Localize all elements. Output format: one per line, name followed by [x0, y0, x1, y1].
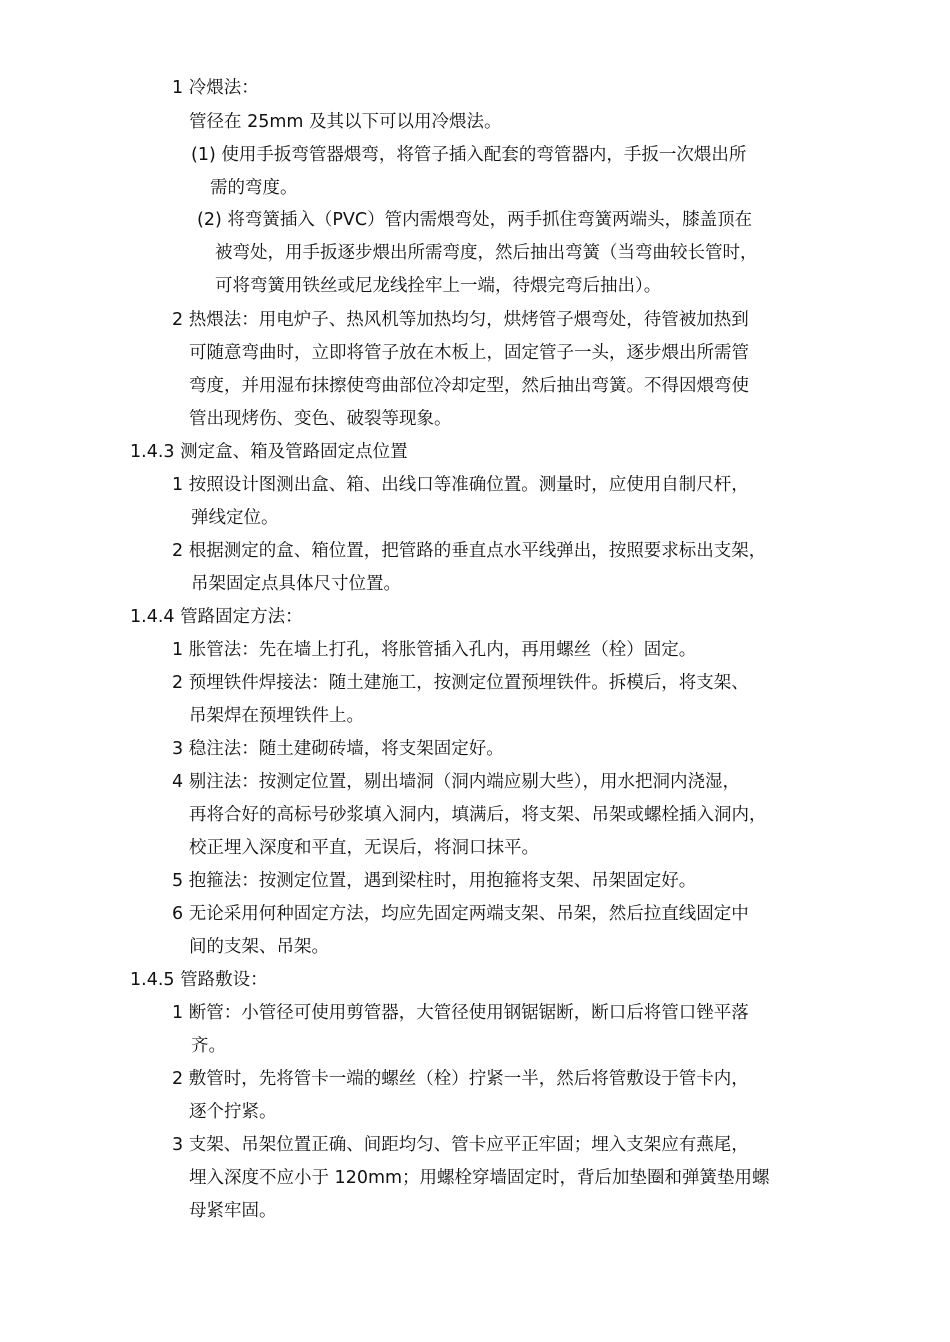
subitem-2-line: (2) 将弯簧插入（PVC）管内需煨弯处，两手抓住弯簧两端头，膝盖顶在	[197, 210, 753, 230]
list-item-line: 母紧牢固。	[189, 1201, 277, 1221]
paragraph-line: 管径在 25mm 及其以下可以用冷煨法。	[189, 112, 502, 132]
subitem-2-line: 被弯处，用手扳逐步煨出所需弯度，然后抽出弯簧（当弯曲较长管时，	[215, 243, 758, 263]
list-item-line: 3 稳注法：随土建砌砖墙，将支架固定好。	[172, 739, 504, 759]
list-item-line: 3 支架、吊架位置正确、间距均匀、管卡应平正牢固；埋入支架应有燕尾，	[172, 1135, 749, 1155]
item-hot-bending-line: 2 热煨法：用电炉子、热风机等加热均匀，烘烤管子煨弯处，待管被加热到	[172, 310, 749, 330]
list-item-line: 1 断管：小管径可使用剪管器，大管径使用钢锯锯断，断口后将管口锉平落	[172, 1003, 749, 1023]
list-item-line: 5 抱箍法：按测定位置，遇到梁柱时，用抱箍将支架、吊架固定好。	[172, 871, 697, 891]
list-item-line: 间的支架、吊架。	[189, 937, 329, 957]
subitem-1-line: 需的弯度。	[210, 178, 298, 198]
paragraph-line: 可随意弯曲时，立即将管子放在木板上，固定管子一头，逐步煨出所需管	[189, 343, 749, 363]
list-item-line: 4 剔注法：按测定位置，剔出墙洞（洞内端应剔大些），用水把洞内浇湿，	[172, 772, 740, 792]
list-item-line: 埋入深度不应小于 120mm；用螺栓穿墙固定时，背后加垫圈和弹簧垫用螺	[189, 1168, 770, 1188]
list-item-line: 2 敷管时，先将管卡一端的螺丝（栓）拧紧一半，然后将管敷设于管卡内，	[172, 1069, 749, 1089]
list-item-line: 2 预埋铁件焊接法：随土建施工，按测定位置预埋铁件。拆模后，将支架、	[172, 673, 749, 693]
list-item-line: 2 根据测定的盒、箱位置，把管路的垂直点水平线弹出，按照要求标出支架，	[172, 541, 767, 561]
section-heading-1-4-5: 1.4.5 管路敷设：	[130, 970, 268, 990]
section-heading-1-4-3: 1.4.3 测定盒、箱及管路固定点位置	[130, 442, 408, 462]
section-heading-1-4-4: 1.4.4 管路固定方法：	[130, 607, 303, 627]
list-item-line: 齐。	[191, 1036, 226, 1056]
list-item-line: 校正埋入深度和平直，无误后，将洞口抹平。	[189, 838, 539, 858]
list-item-line: 6 无论采用何种固定方法，均应先固定两端支架、吊架，然后拉直线固定中	[172, 904, 749, 924]
list-item-line: 弹线定位。	[191, 508, 279, 528]
list-item-line: 吊架固定点具体尺寸位置。	[191, 574, 401, 594]
paragraph-line: 弯度，并用湿布抹擦使弯曲部位冷却定型，然后抽出弯簧。不得因煨弯使	[189, 376, 749, 396]
list-item-line: 1 胀管法：先在墙上打孔，将胀管插入孔内，再用螺丝（栓）固定。	[172, 640, 697, 660]
paragraph-line: 管出现烤伤、变色、破裂等现象。	[189, 409, 452, 429]
list-item-line: 吊架焊在预埋铁件上。	[189, 706, 364, 726]
subitem-2-line: 可将弯簧用铁丝或尼龙线拴牢上一端，待煨完弯后抽出）。	[215, 276, 662, 296]
item-cold-bending-heading: 1 冷煨法：	[172, 78, 259, 98]
list-item-line: 1 按照设计图测出盒、箱、出线口等准确位置。测量时，应使用自制尺杆，	[172, 475, 749, 495]
list-item-line: 逐个拧紧。	[189, 1102, 277, 1122]
subitem-1-line: (1) 使用手扳弯管器煨弯，将管子插入配套的弯管器内，手扳一次煨出所	[191, 145, 747, 165]
list-item-line: 再将合好的高标号砂浆填入洞内，填满后，将支架、吊架或螺栓插入洞内，	[189, 805, 767, 825]
